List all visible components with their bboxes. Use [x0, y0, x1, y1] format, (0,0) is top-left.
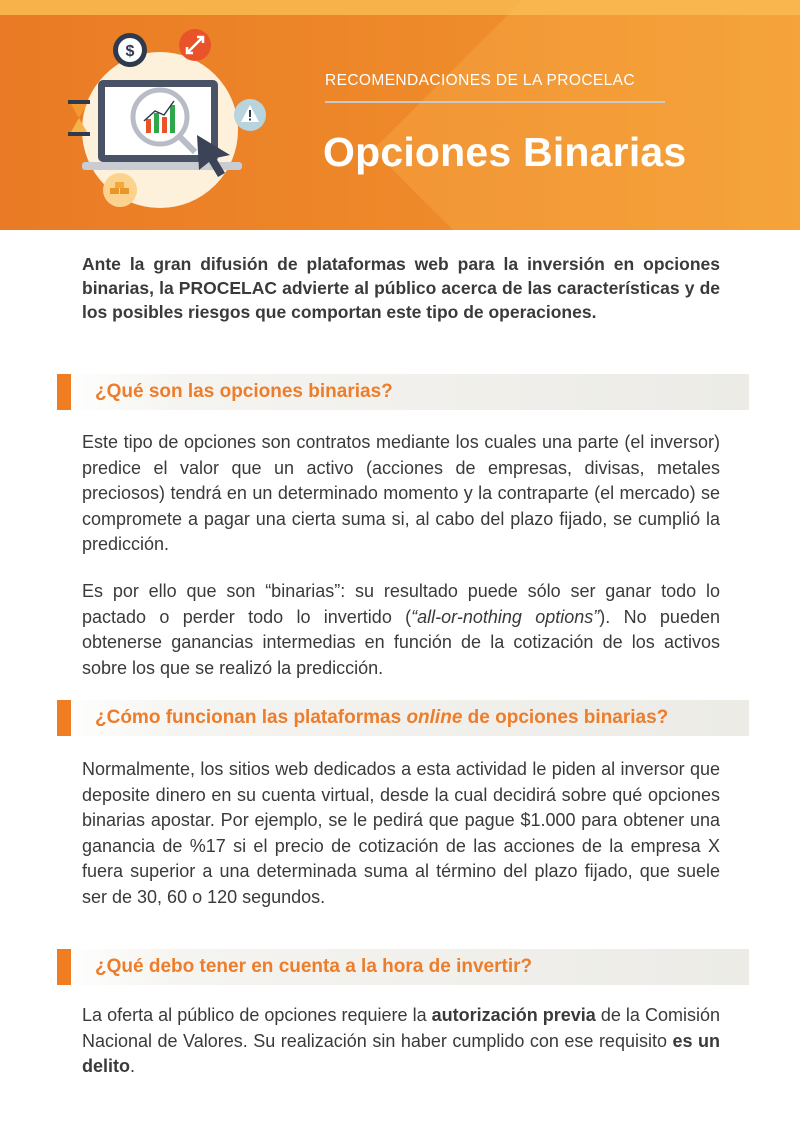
paragraph-binary-explanation — [82, 579, 720, 681]
header-banner — [0, 0, 800, 230]
text-run: de la Comisión Nacional de Valores. Su realización sin haber cumplido con ese requisito — [82, 1005, 720, 1051]
title-run: ¿Cómo funcionan las plataformas — [95, 707, 407, 728]
title-run: de opciones binarias? — [462, 707, 669, 728]
gold-bars-icon — [103, 173, 137, 207]
paragraph-authorization — [82, 1003, 720, 1080]
section-marker — [57, 700, 71, 736]
header-kicker: RECOMENDACIONES DE LA PROCELAC — [325, 72, 636, 89]
section-marker — [57, 374, 71, 410]
italic-term: “all-or-nothing options” — [411, 606, 600, 627]
arrows-icon — [179, 29, 211, 61]
section-title: ¿Qué debo tener en cuenta a la hora de invertir? — [95, 956, 533, 977]
section-header-what-consider — [57, 949, 749, 985]
warning-icon — [234, 99, 266, 131]
section-title — [95, 707, 668, 729]
header-decoration — [373, 0, 800, 230]
text-run: ). No pueden obtenerse ganancias intermedias en función de la cotización de los activos sobre los que se realizó la predicción. — [82, 606, 720, 678]
text-run: . — [130, 1056, 136, 1076]
section-header-how-work — [57, 700, 749, 736]
intro-paragraph: Ante la gran difusión de plataformas web para la inversión en opciones binarias, la PROCELAC advierte al público acerca de las características y de los posibles riesgos que comportan este tipo de operaciones. — [82, 254, 720, 322]
text-run: Es por ello que son “binarias”: su resultado puede sólo ser ganar todo lo pactado o perder todo lo invertido ( — [82, 581, 720, 627]
title-italic: online — [406, 707, 463, 728]
dollar-coin-icon — [113, 33, 147, 67]
page-title: Opciones Binarias — [323, 129, 687, 175]
section-header-what-are — [57, 374, 749, 410]
header-divider — [325, 101, 665, 103]
section-marker — [57, 949, 71, 985]
bold-authorization: autorización previa — [431, 1005, 596, 1025]
paragraph-how-platforms-work: Normalmente, los sitios web dedicados a esta actividad le piden al inversor que deposite dinero en su cuenta virtual, desde la cual decidirá sobre qué opciones binarias apostar. Por ejemplo, se le pedirá que pague $1.000 para obtener una ganancia de %17 si el precio de cotización de las acciones de la empresa X fuera superior a una determinada suma al término del plazo fijado, que suele ser de 30, 60 o 120 segundos. — [82, 759, 720, 907]
bold-crime: es un delito — [82, 1030, 720, 1076]
svg-text:$: $ — [125, 43, 135, 60]
text-run: La oferta al público de opciones requiere la — [82, 1005, 432, 1025]
section-title: ¿Qué son las opciones binarias? — [95, 381, 393, 402]
paragraph-definition: Este tipo de opciones son contratos mediante los cuales una parte (el inversor) predice el valor que un activo (acciones de empresas, divisas, metales preciosos) tendrá en un determinado momento y la contraparte (el mercado) se compromete a pagar una cierta suma si, al cabo del plazo fijado, se cumplió la predicción. — [82, 432, 720, 554]
investment-illustration — [60, 25, 300, 225]
